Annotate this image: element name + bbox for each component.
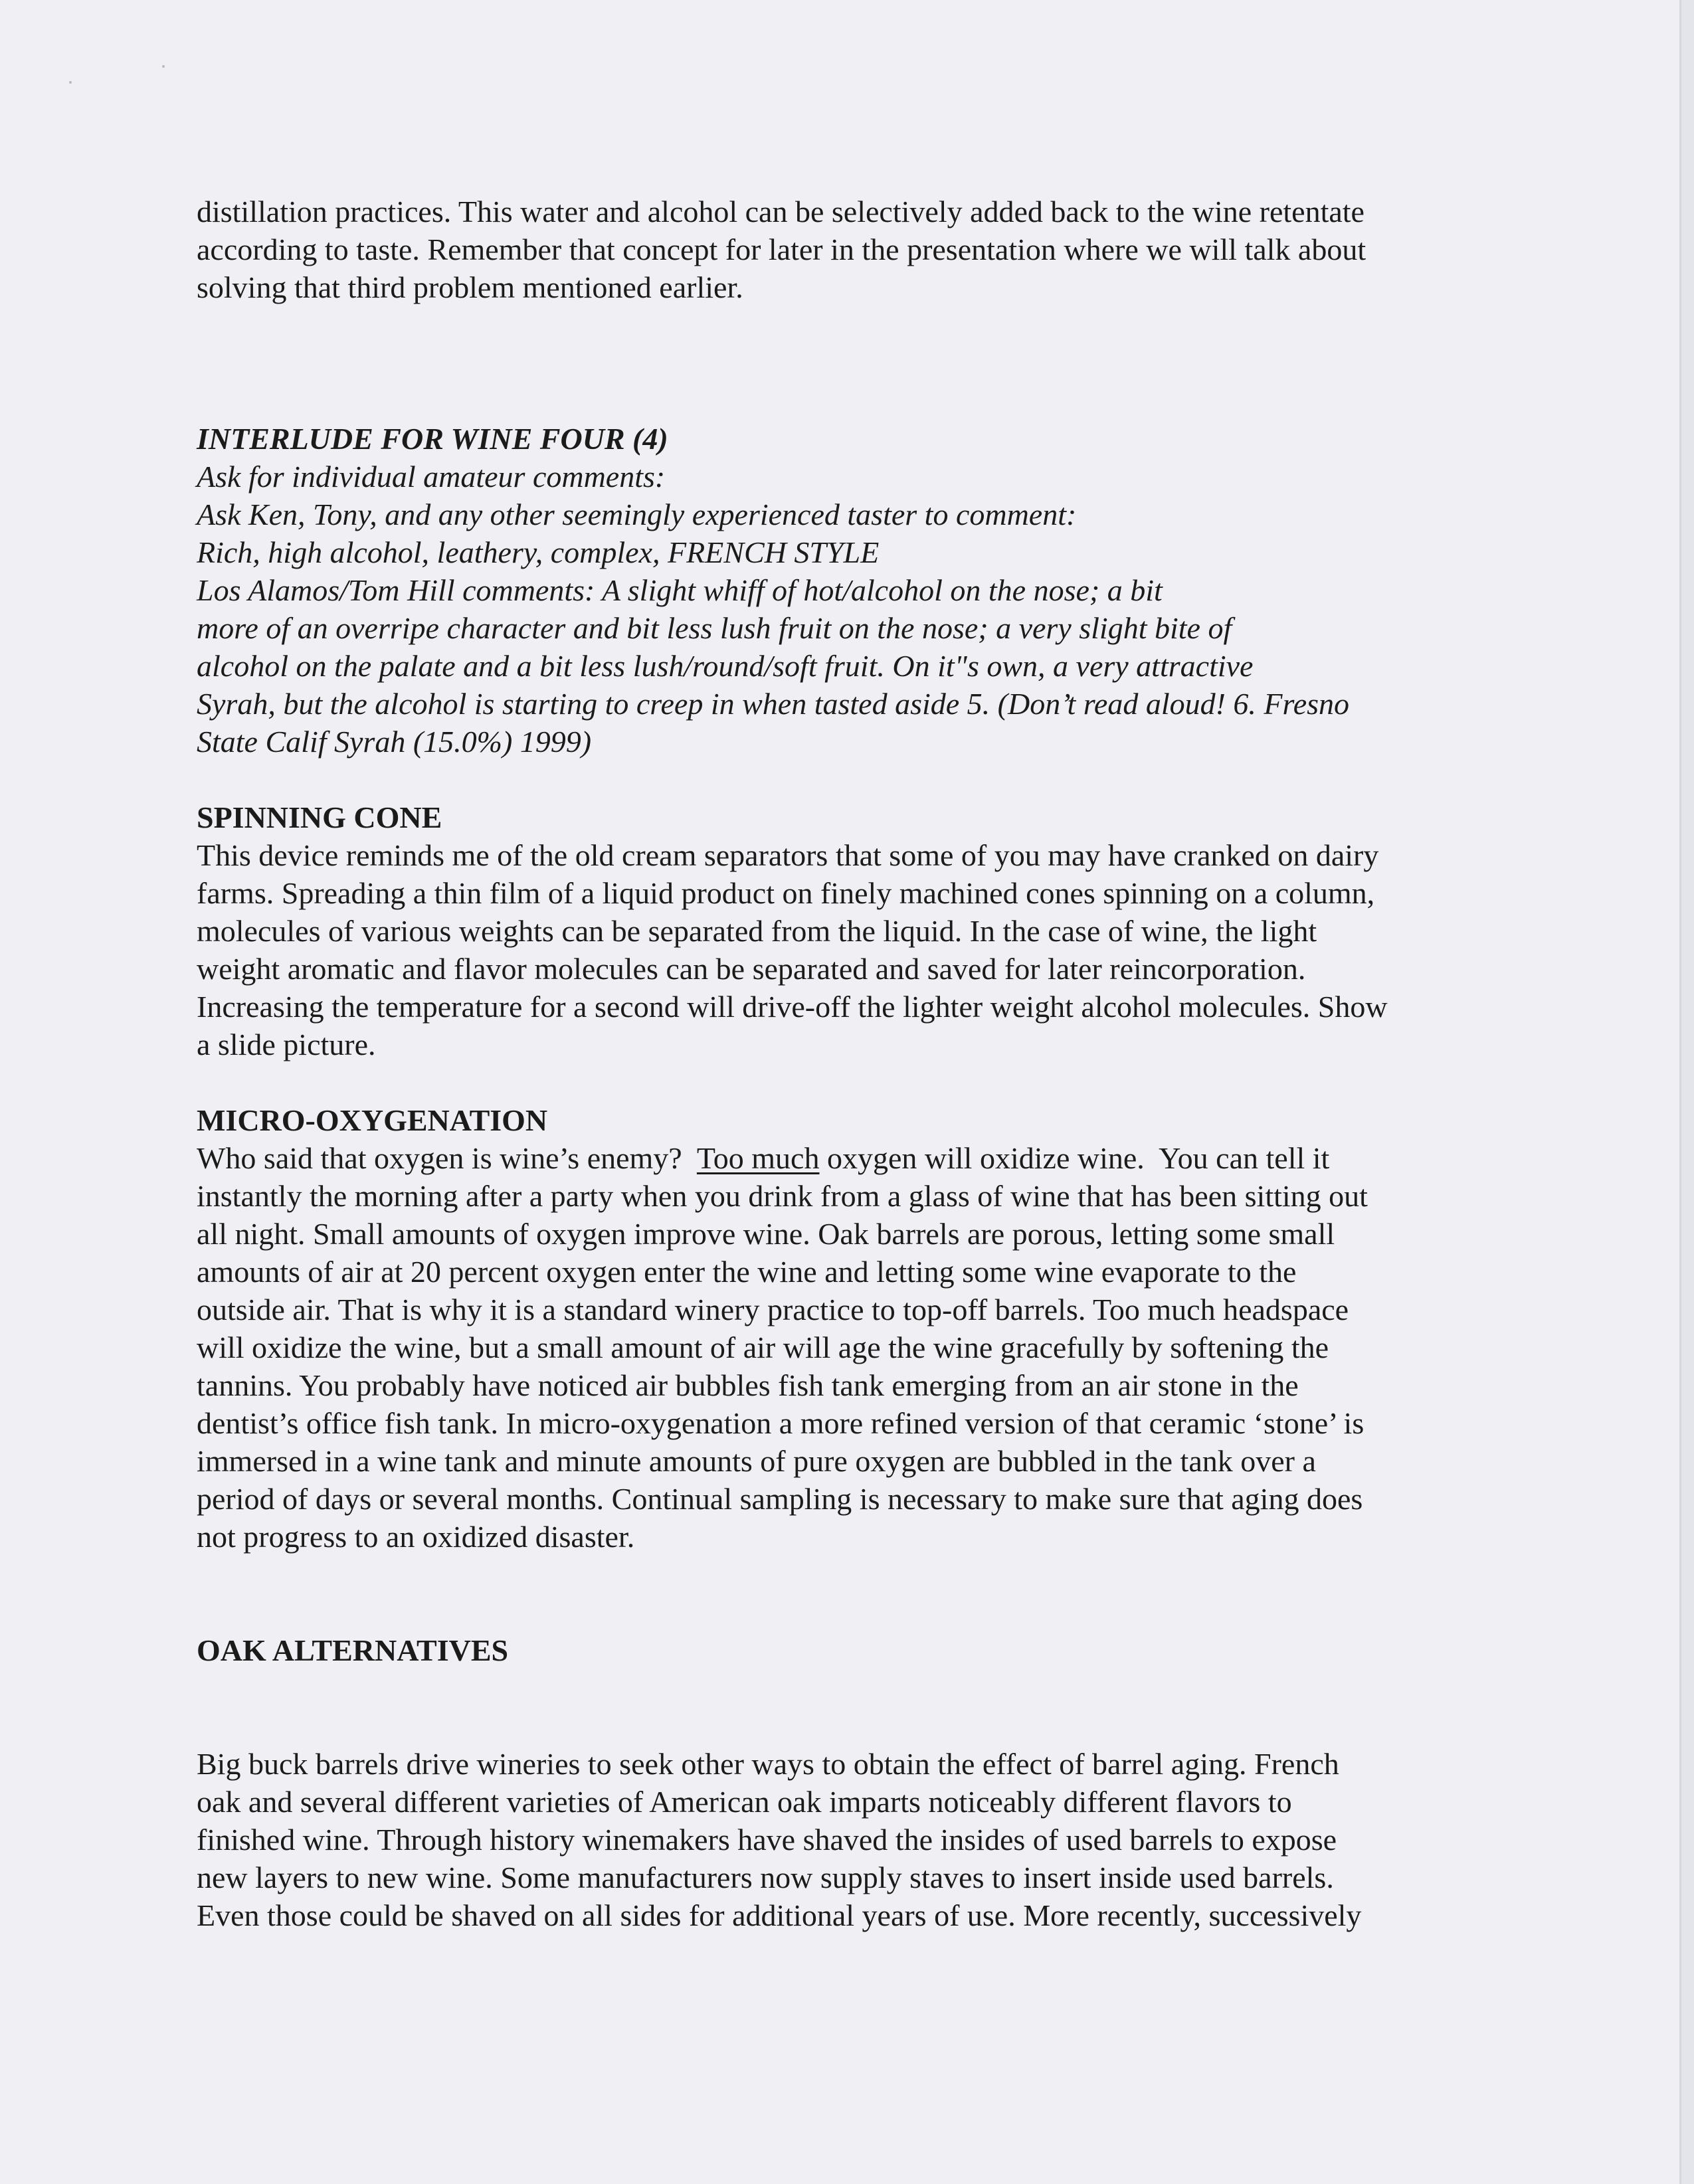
text-line: finished wine. Through history winemakers have shaved the insides of used barrels to expose [197,1823,1337,1857]
intro-paragraph [197,193,1519,306]
text-line: molecules of various weights can be separated from the liquid. In the case of wine, the light [197,914,1317,948]
oak-alternatives-heading: OAK ALTERNATIVES [197,1633,509,1667]
text-line: according to taste. Remember that concept for later in the presentation where we will talk about [197,232,1366,266]
spinning-cone-heading: SPINNING CONE [197,800,442,834]
text-line: This device reminds me of the old cream separators that some of you may have cranked on dairy [197,838,1379,872]
spacer [197,1669,1519,1745]
text-line [197,1139,1519,1177]
text-line: will oxidize the wine, but a small amount of air will age the wine gracefully by softening the [197,1330,1329,1364]
text-line: Even those could be shaved on all sides for additional years of use. More recently, successively [197,1898,1362,1932]
text-line: amounts of air at 20 percent oxygen enter the wine and letting some wine evaporate to the [197,1255,1297,1289]
text-line: Los Alamos/Tom Hill comments: A slight whiff of hot/alcohol on the nose; a bit [197,573,1163,607]
text-line: more of an overripe character and bit less lush fruit on the nose; a very slight bite of [197,611,1232,645]
spacer [197,1063,1519,1101]
text-line: all night. Small amounts of oxygen improve wine. Oak barrels are porous, letting some small [197,1217,1335,1251]
text-line: outside air. That is why it is a standard winery practice to top-off barrels. Too much headspace [197,1293,1349,1326]
spinning-cone-section [197,798,1519,1063]
text-line: weight aromatic and flavor molecules can be separated and saved for later reincorporation. [197,952,1306,986]
text-line: new layers to new wine. Some manufacturers now supply staves to insert inside used barrels. [197,1861,1334,1894]
text-line: distillation practices. This water and alcohol can be selectively added back to the wine retentate [197,195,1365,228]
interlude-section [197,420,1519,761]
oak-alternatives-section [197,1631,1519,1934]
interlude-heading: INTERLUDE FOR WINE FOUR (4) [197,422,668,456]
text-line: Ask Ken, Tony, and any other seemingly experienced taster to comment: [197,498,1077,531]
document-body [197,193,1519,1934]
text-line: immersed in a wine tank and minute amounts of pure oxygen are bubbled in the tank over a [197,1444,1316,1478]
text-line: farms. Spreading a thin film of a liquid product on finely machined cones spinning on a column, [197,876,1375,910]
text-line: alcohol on the palate and a bit less lush/round/soft fruit. On it"s own, a very attractive [197,649,1254,683]
text-fragment: Who said that oxygen is wine’s enemy? [197,1141,697,1175]
text-line: Big buck barrels drive wineries to seek other ways to obtain the effect of barrel aging. French [197,1747,1339,1781]
spacer [197,761,1519,798]
text-line: Increasing the temperature for a second will drive-off the lighter weight alcohol molecules. Show [197,990,1388,1024]
spacer [197,1556,1519,1631]
scan-speck [69,81,72,84]
text-line: instantly the morning after a party when you drink from a glass of wine that has been sitting out [197,1179,1368,1213]
text-line: Ask for individual amateur comments: [197,460,666,494]
text-line: oak and several different varieties of American oak imparts noticeably different flavors to [197,1785,1292,1819]
spacer [197,306,1519,420]
text-line: dentist’s office fish tank. In micro-oxygenation a more refined version of that ceramic ‘stone’ is [197,1406,1365,1440]
text-line: State Calif Syrah (15.0%) 1999) [197,725,592,759]
text-line: Rich, high alcohol, leathery, complex, FRENCH STYLE [197,535,880,569]
text-line: a slide picture. [197,1028,376,1061]
text-line: Syrah, but the alcohol is starting to creep in when tasted aside 5. (Don’t read aloud! 6. Fresno [197,687,1350,721]
underlined-emphasis: Too much [696,1141,820,1175]
micro-oxygenation-heading: MICRO-OXYGENATION [197,1103,548,1137]
text-line: period of days or several months. Continual sampling is necessary to make sure that aging does [197,1482,1363,1516]
text-line: tannins. You probably have noticed air bubbles fish tank emerging from an air stone in the [197,1368,1299,1402]
scan-speck [162,65,165,68]
text-line: solving that third problem mentioned earlier. [197,270,743,304]
text-fragment: oxygen will oxidize wine. You can tell it [819,1141,1330,1175]
micro-oxygenation-section [197,1101,1519,1556]
text-line: not progress to an oxidized disaster. [197,1520,635,1554]
